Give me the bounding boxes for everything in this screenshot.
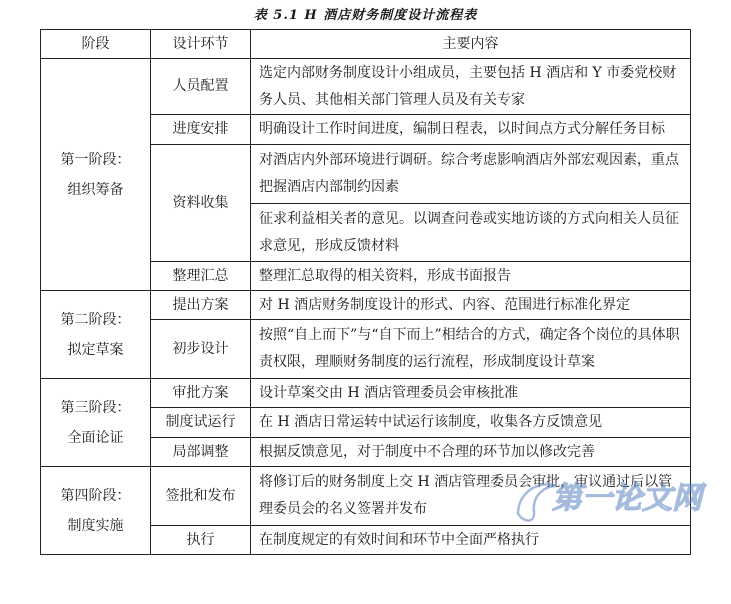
content-cell: 在 H 酒店日常运转中试运行该制度，收集各方反馈意见 [251, 408, 691, 438]
content-cell: 整理汇总取得的相关资料，形成书面报告 [251, 262, 691, 291]
stage-name: 制度实施 [67, 517, 124, 534]
content-cell: 在制度规定的有效时间和环节中全面严格执行 [251, 526, 691, 555]
step-cell: 局部调整 [151, 438, 251, 467]
step-cell: 提出方案 [151, 291, 251, 320]
content-cell: 选定内部财务制度设计小组成员，主要包括 H 酒店和 Y 市委党校财务人员、其他相关部门管理人员及有关专家 [251, 59, 691, 115]
step-cell: 资料收集 [151, 145, 251, 262]
table-row [41, 59, 691, 115]
header-stage: 阶段 [41, 30, 151, 59]
table-row [41, 291, 691, 320]
content-cell: 征求利益相关者的意见。以调查问卷或实地访谈的方式向相关人员征求意见，形成反馈材料 [251, 204, 691, 262]
table-caption: 表 5.1 H 酒店财务制度设计流程表 [253, 8, 478, 23]
table-header-row [41, 30, 691, 59]
content-cell: 对酒店内外部环境进行调研。综合考虑影响酒店外部宏观因素，重点把握酒店内部制约因素 [251, 145, 691, 204]
header-step: 设计环节 [151, 30, 251, 59]
stage-name: 组织筹备 [67, 181, 124, 198]
step-cell: 审批方案 [151, 379, 251, 408]
stage-cell-2 [41, 291, 151, 379]
stage-label: 第二阶段： [60, 311, 131, 328]
step-cell: 进度安排 [151, 115, 251, 145]
content-cell: 设计草案交由 H 酒店管理委员会审核批准 [251, 379, 691, 408]
content-cell: 对 H 酒店财务制度设计的形式、内容、范围进行标准化界定 [251, 291, 691, 320]
stage-label: 第一阶段： [60, 151, 131, 168]
watermark-text: 第一论文网 [552, 481, 702, 516]
content-cell: 根据反馈意见，对于制度中不合理的环节加以修改完善 [251, 438, 691, 467]
content-cell: 将修订后的财务制度上交 H 酒店管理委员会审批，审议通过后以管理委员会的名义签署并发布 [251, 467, 691, 526]
stage-label: 第四阶段： [60, 487, 131, 504]
stage-cell-1 [41, 59, 151, 291]
step-cell: 执行 [151, 526, 251, 555]
header-content: 主要内容 [251, 30, 691, 59]
step-cell: 整理汇总 [151, 262, 251, 291]
stage-cell-4 [41, 467, 151, 555]
step-cell: 制度试运行 [151, 408, 251, 438]
content-cell: 按照“自上而下”与“自下而上”相结合的方式，确定各个岗位的具体职责权限，理顺财务制度的运行流程，形成制度设计草案 [251, 320, 691, 379]
stage-name: 拟定草案 [67, 341, 124, 358]
content-cell: 明确设计工作时间进度，编制日程表，以时间点方式分解任务目标 [251, 115, 691, 145]
flow-table [40, 29, 691, 555]
table-row [41, 467, 691, 526]
table-row [41, 379, 691, 408]
stage-name: 全面论证 [67, 429, 124, 446]
step-cell: 签批和发布 [151, 467, 251, 526]
stage-cell-3 [41, 379, 151, 467]
stage-label: 第三阶段： [60, 399, 131, 416]
step-cell: 初步设计 [151, 320, 251, 379]
step-cell: 人员配置 [151, 59, 251, 115]
